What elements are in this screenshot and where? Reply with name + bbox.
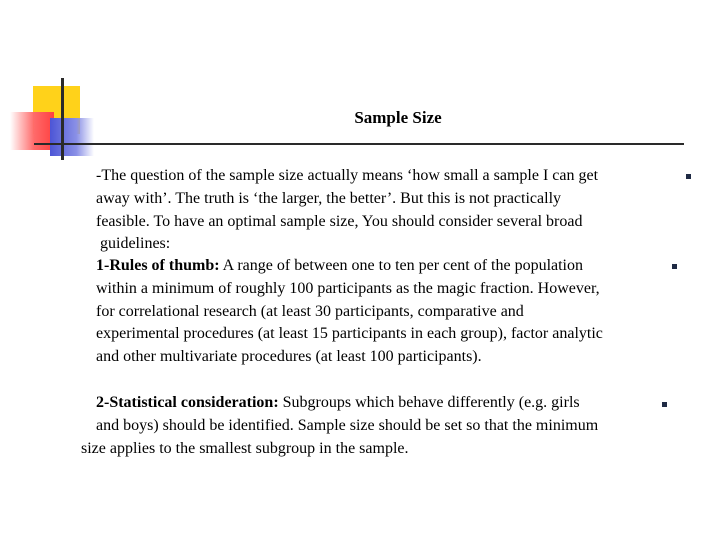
paragraph-line: within a minimum of roughly 100 participants as the magic fraction. However,	[96, 279, 600, 297]
paragraph-line	[96, 255, 603, 278]
decor-horizontal-line	[34, 143, 684, 145]
paragraph-sample-size-intro	[96, 165, 598, 256]
paragraph-line: and boys) should be identified. Sample size should be set so that the minimum	[96, 416, 599, 434]
paragraph-line: guidelines:	[100, 235, 171, 253]
paragraph-line: for correlational research (at least 30 participants, comparative and	[96, 302, 524, 320]
bullet-icon	[662, 402, 667, 407]
paragraph-text: Subgroups which behave differently (e.g. girls	[278, 394, 580, 411]
paragraph-line: and other multivariate procedures (at least 100 participants).	[96, 348, 482, 366]
paragraph-line: -The question of the sample size actually means ‘how small a sample I can get	[96, 167, 599, 184]
paragraph-line	[96, 392, 598, 415]
paragraph-line: experimental procedures (at least 15 participants in each group), factor analytic	[96, 325, 603, 343]
statistical-consideration-heading: 2-Statistical consideration:	[96, 394, 279, 411]
paragraph-line: size applies to the smallest subgroup in the sample.	[81, 439, 409, 457]
paragraph-rules-of-thumb	[96, 255, 603, 369]
paragraph-text: A range of between one to ten per cent of the population	[219, 257, 583, 274]
paragraph-line: away with’. The truth is ‘the larger, the better’. But this is not practically	[96, 189, 562, 207]
bullet-icon	[686, 174, 691, 179]
paragraph-line: feasible. To have an optimal sample size, You should consider several broad	[96, 212, 583, 230]
rules-of-thumb-heading: 1-Rules of thumb:	[96, 257, 220, 274]
slide-title: Sample Size	[354, 108, 442, 127]
paragraph-statistical-consideration	[81, 392, 599, 460]
bullet-icon	[672, 264, 677, 269]
